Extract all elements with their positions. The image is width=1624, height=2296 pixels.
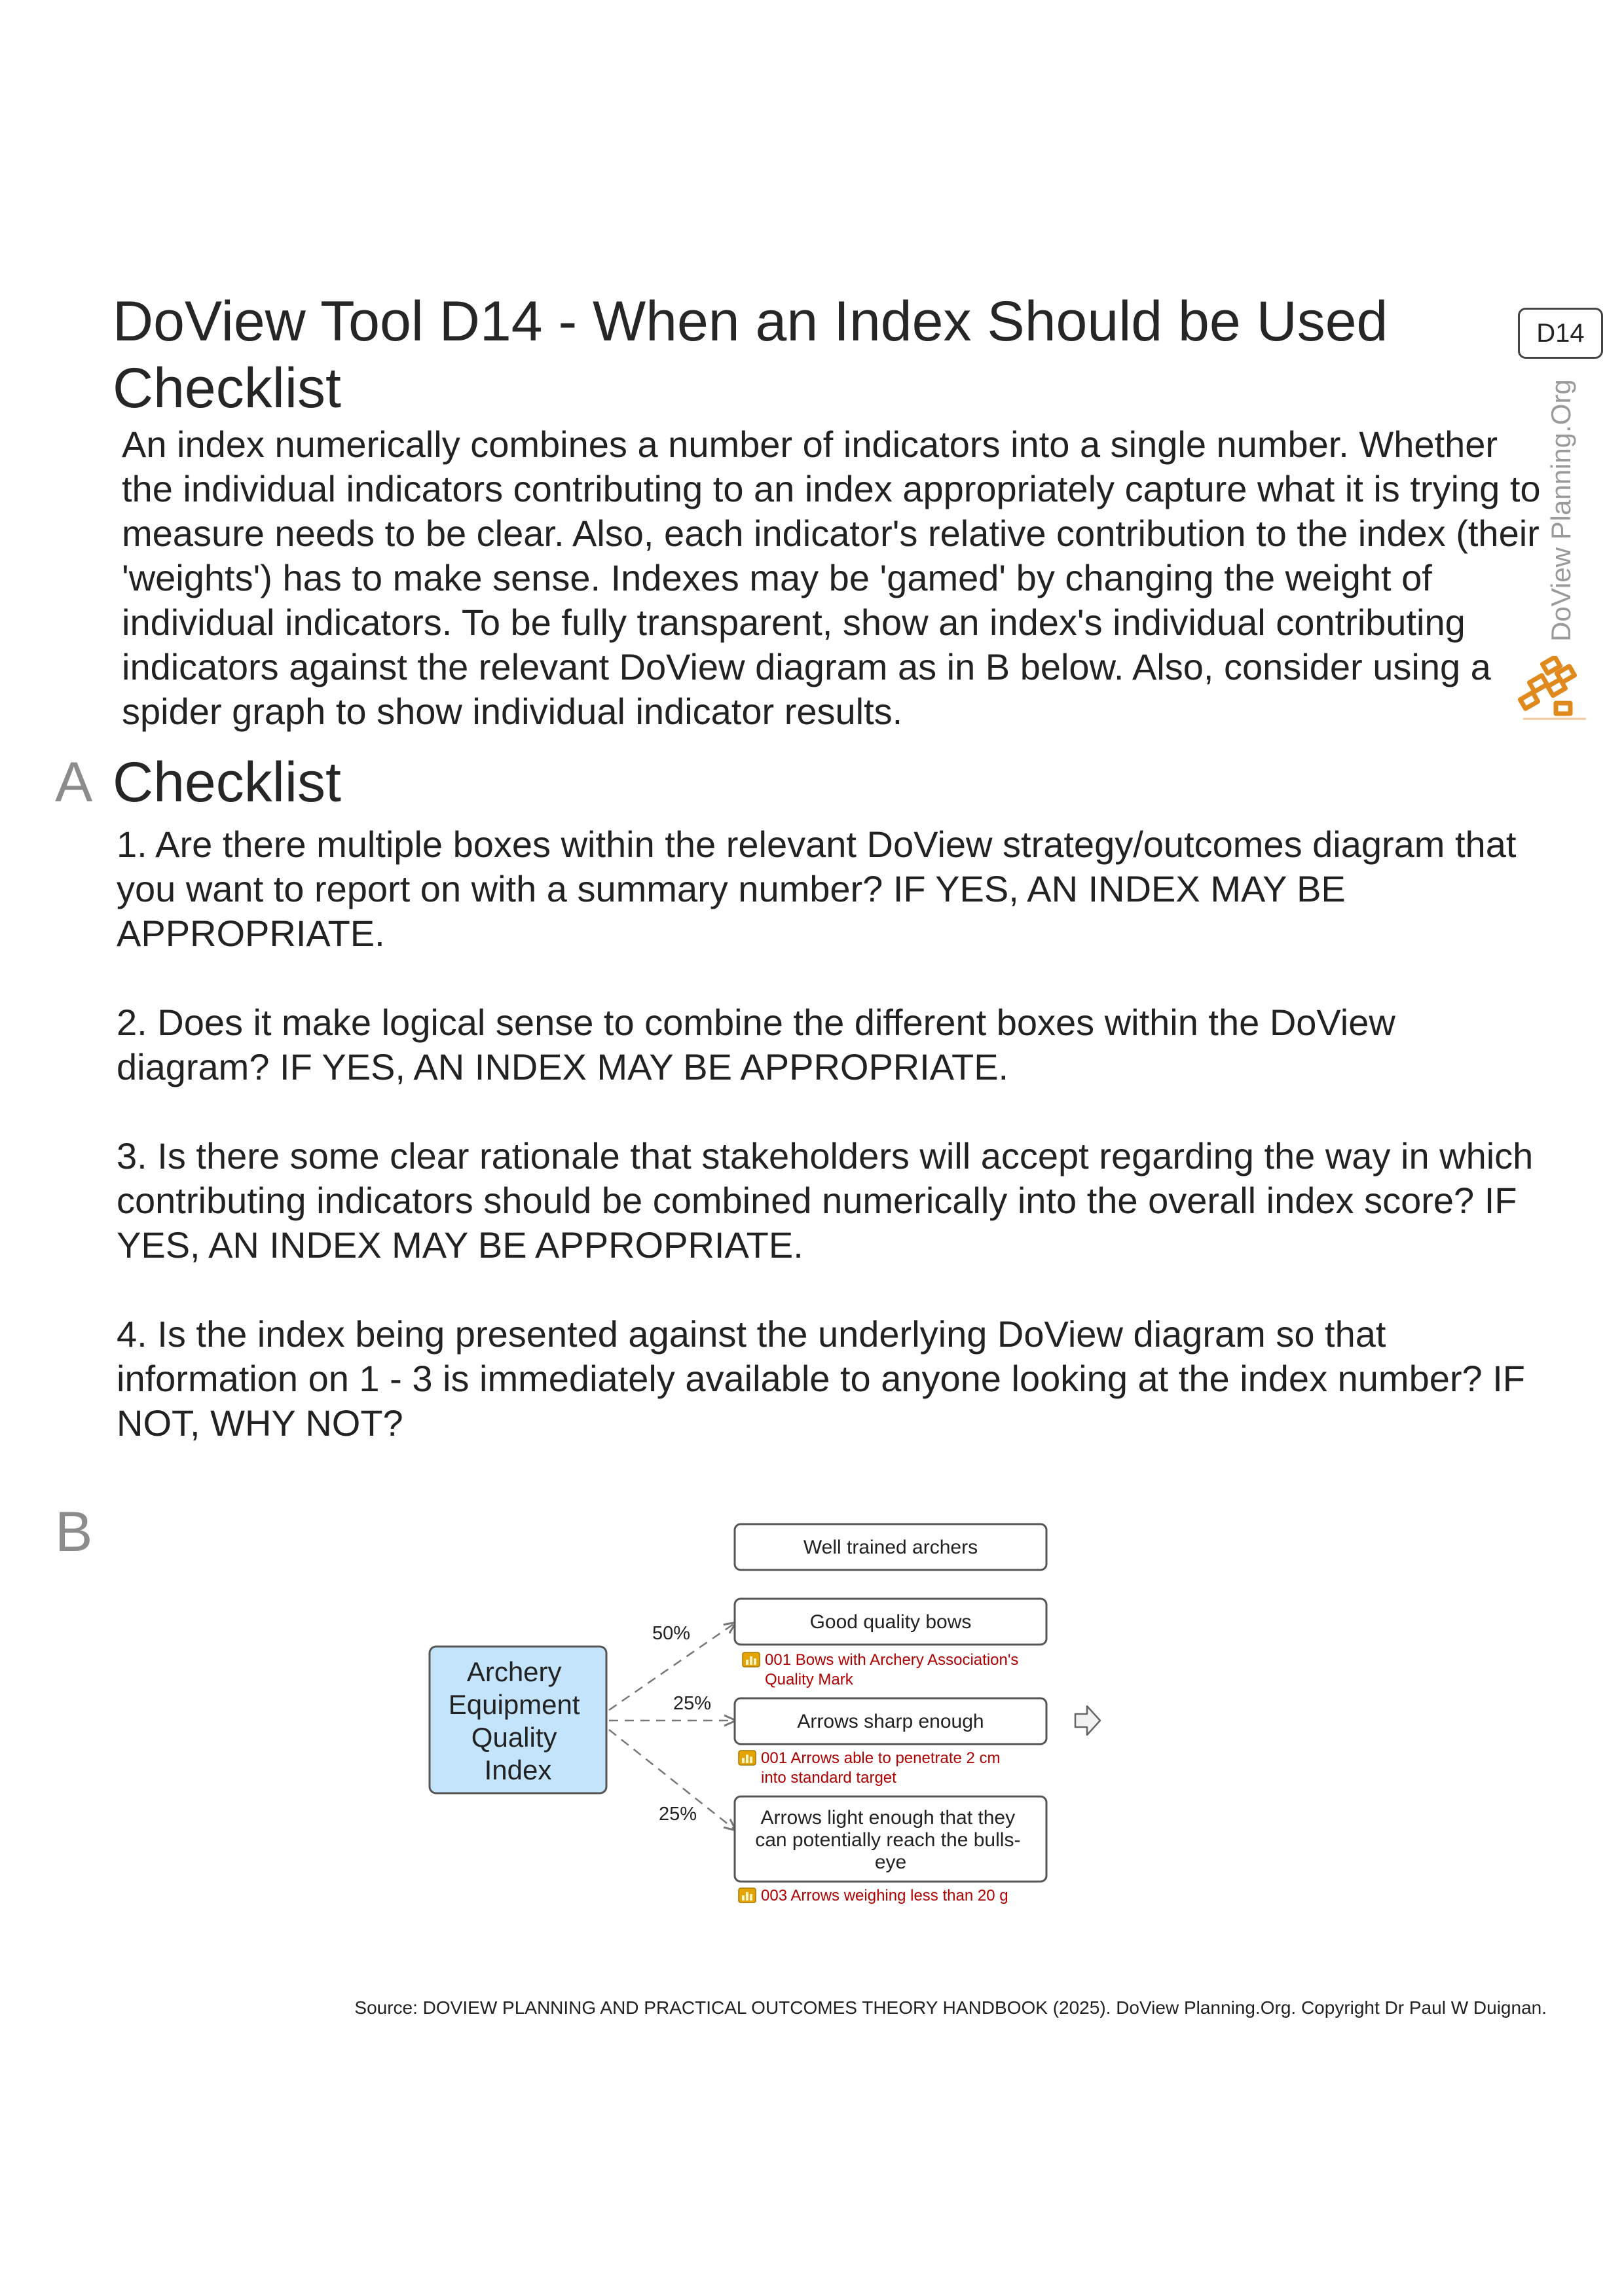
outcome-box-label: Good quality bows [809, 1611, 972, 1633]
indicator-text: 001 Bows with Archery Association's [765, 1651, 1019, 1669]
outcome-box-label: Arrows light enough that they [760, 1807, 1016, 1829]
index-box-line: Archery [466, 1656, 562, 1687]
svg-text:001 Arrows able to penetrate 2 [761, 1749, 1005, 1787]
index-box-line: Equipment [448, 1689, 580, 1720]
svg-text:001 Bows with Archery Associat [765, 1651, 1023, 1688]
indicator-text: 001 Arrows able to penetrate 2 cm [761, 1749, 1001, 1767]
checklist-item: 3. Is there some clear rationale that stakeholders will accept regarding the way in which contributing indicators should be combined numerically into the overall index score? IF YES, AN INDEX MAY BE APPROPRIATE. [117, 1135, 1534, 1266]
outcome-box [735, 1698, 1046, 1744]
bar-chart-icon [739, 1888, 756, 1903]
bar-chart-icon [739, 1751, 756, 1765]
section-a-heading: Checklist [113, 751, 341, 814]
page-title: DoView Tool D14 - When an Index Should be Used Checklist [113, 290, 1388, 420]
weight-label: 25% [673, 1693, 712, 1714]
weight-label: 25% [659, 1804, 697, 1825]
weight-label: 50% [652, 1623, 691, 1644]
intro-paragraph: An index numerically combines a number of indicators into a single number. Whether the individual indicators contributing to an index appropriately capture what it is trying to measure needs to be clear. Also, each indicator's relative contribution to the index (their 'weights') has to make sense. Indexes may be 'gamed' by changing the weight of individual indicators. To be fully transparent, show an index's individual contributing indicators against the relevant DoView diagram as in B below. Also, consider using a spider graph to show individual indicator results. [122, 424, 1541, 732]
svg-text:003 Arrows weighing less than [761, 1887, 1008, 1904]
indicator-text: 003 Arrows weighing less than 20 g [761, 1887, 1008, 1904]
bar-chart-icon [743, 1652, 760, 1667]
indicator [739, 1887, 1008, 1904]
indicator [739, 1749, 1005, 1787]
outcome-box-label: Arrows sharp enough [797, 1711, 984, 1732]
indicator-text: into standard target [761, 1769, 896, 1787]
checklist-item: 4. Is the index being presented against the underlying DoView diagram so that information on 1 - 3 is immediately available to anyone looking at the index number? IF NOT, WHY NOT? [117, 1313, 1525, 1444]
checklist-item: 1. Are there multiple boxes within the relevant DoView strategy/outcomes diagram that you want to report on with a summary number? IF YES, AN INDEX MAY BE APPROPRIATE. [117, 824, 1517, 954]
outcome-box-label: eye [874, 1851, 907, 1873]
right-arrow-icon [1075, 1706, 1100, 1735]
outcome-box-label: can potentially reach the bulls- [755, 1829, 1021, 1851]
index-box [430, 1647, 606, 1793]
brand-text: DoView Planning.Org [1545, 379, 1576, 642]
outcome-box [735, 1796, 1046, 1882]
outcome-box [735, 1599, 1046, 1645]
checklist-item: 2. Does it make logical sense to combine the different boxes within the DoView diagram? IF YES, AN INDEX MAY BE APPROPRIATE. [117, 1002, 1395, 1087]
outcome-box [735, 1524, 1046, 1570]
section-letter-b: B [55, 1501, 93, 1563]
outcome-box-label: Well trained archers [803, 1537, 978, 1558]
section-letter-a: A [55, 751, 93, 814]
tool-code-badge: D14 [1518, 308, 1603, 359]
indicator [743, 1651, 1023, 1688]
indicator-text: Quality Mark [765, 1671, 853, 1688]
source-citation: Source: DOVIEW PLANNING AND PRACTICAL OUTCOMES THEORY HANDBOOK (2025). DoView Planning.Org. Copyright Dr Paul W Duignan. [354, 1997, 1547, 2018]
svg-text:50% 25% 25% [652, 1623, 716, 1825]
index-box-line: Quality [471, 1722, 557, 1753]
index-box-line: Index [484, 1755, 552, 1785]
